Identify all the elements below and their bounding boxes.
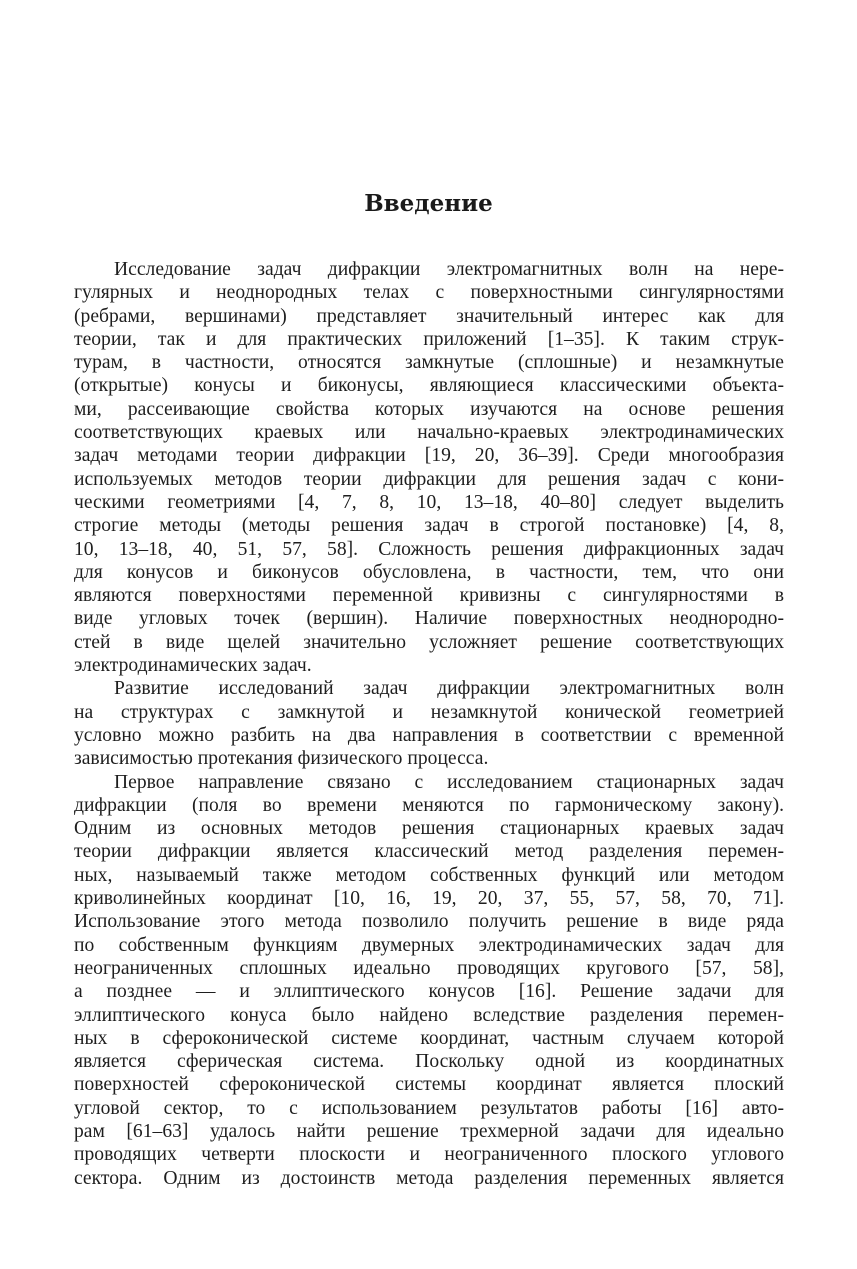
text-line: дифракции (поля во времени меняются по гармоническому закону). (74, 794, 784, 816)
text-line: (ребрами, вершинами) представляет значительный интерес как для (74, 305, 784, 327)
text-line: (открытые) конусы и биконусы, являющиеся классическими объекта- (74, 375, 784, 397)
text-line: ческими геометриями [4, 7, 8, 10, 13–18, 40–80] следует выделить (74, 491, 784, 513)
body-text (74, 258, 784, 1190)
text-line: ми, рассеивающие свойства которых изучаются на основе решения (74, 398, 784, 420)
text-line: поверхностей сфероконической системы координат является плоский (74, 1074, 784, 1096)
text-line: рам [61–63] удалось найти решение трехмерной задачи для идеально (74, 1120, 784, 1142)
text-line: теории дифракции является классический метод разделения перемен- (74, 841, 784, 863)
text-line: криволинейных координат [10, 16, 19, 20, 37, 55, 57, 58, 70, 71]. (74, 888, 784, 910)
text-line: на структурах с замкнутой и незамкнутой конической геометрией (74, 701, 784, 723)
text-line: ных в сфероконической системе координат, частным случаем которой (74, 1027, 784, 1049)
text-line: Одним из основных методов решения стационарных краевых задач (74, 818, 784, 840)
text-line: строгие методы (методы решения задач в строгой постановке) [4, 8, (74, 515, 784, 537)
text-line: зависимостью протекания физического процесса. (74, 748, 489, 770)
text-line: является сферическая система. Поскольку одной из координатных (74, 1051, 784, 1073)
text-line: задач методами теории дифракции [19, 20, 36–39]. Среди многообразия (74, 445, 784, 467)
text-line: ных, называемый также методом собственных функций или методом (74, 864, 784, 886)
text-line: для конусов и биконусов обусловлена, в частности, тем, что они (74, 561, 784, 583)
section-heading: Введение (364, 190, 493, 217)
text-line: сектора. Одним из достоинств метода разделения переменных является (74, 1167, 784, 1189)
text-line: теории, так и для практических приложений [1–35]. К таким струк- (74, 328, 784, 350)
text-line: Использование этого метода позволило получить решение в виде ряда (74, 911, 784, 933)
text-line: угловой сектор, то с использованием результатов работы [16] авто- (74, 1097, 784, 1119)
text-line: эллиптического конуса было найдено вследствие разделения перемен- (74, 1004, 784, 1026)
text-line: соответствующих краевых или начально-краевых электродинамических (74, 422, 784, 444)
text-line: стей в виде щелей значительно усложняет решение соответствующих (74, 631, 784, 653)
text-line: турам, в частности, относятся замкнутые (сплошные) и незамкнутые (74, 352, 784, 374)
text-line: 10, 13–18, 40, 51, 57, 58]. Сложность решения дифракционных задач (74, 538, 784, 560)
text-line: являются поверхностями переменной кривизны с сингулярностями в (74, 585, 784, 607)
text-line: виде угловых точек (вершин). Наличие поверхностных неоднородно- (74, 608, 784, 630)
text-line: Развитие исследований задач дифракции электромагнитных волн (114, 678, 784, 700)
text-line: по собственным функциям двумерных электродинамических задач для (74, 934, 784, 956)
text-line: проводящих четверти плоскости и неограниченного плоского углового (74, 1144, 784, 1166)
text-line: Исследование задач дифракции электромагнитных волн на нере- (114, 259, 784, 280)
text-line: используемых методов теории дифракции для решения задач с кони- (74, 468, 784, 490)
text-line: гулярных и неоднородных телах с поверхностными сингулярностями (74, 282, 784, 304)
text-line: Первое направление связано с исследованием стационарных задач (114, 771, 784, 793)
text-line: электродинамических задач. (74, 655, 312, 677)
text-line: условно можно разбить на два направления в соответствии с временной (74, 724, 784, 746)
text-line: неограниченных сплошных идеально проводящих кругового [57, 58], (74, 957, 784, 979)
text-line: а позднее — и эллиптического конусов [16]. Решение задачи для (74, 981, 784, 1003)
